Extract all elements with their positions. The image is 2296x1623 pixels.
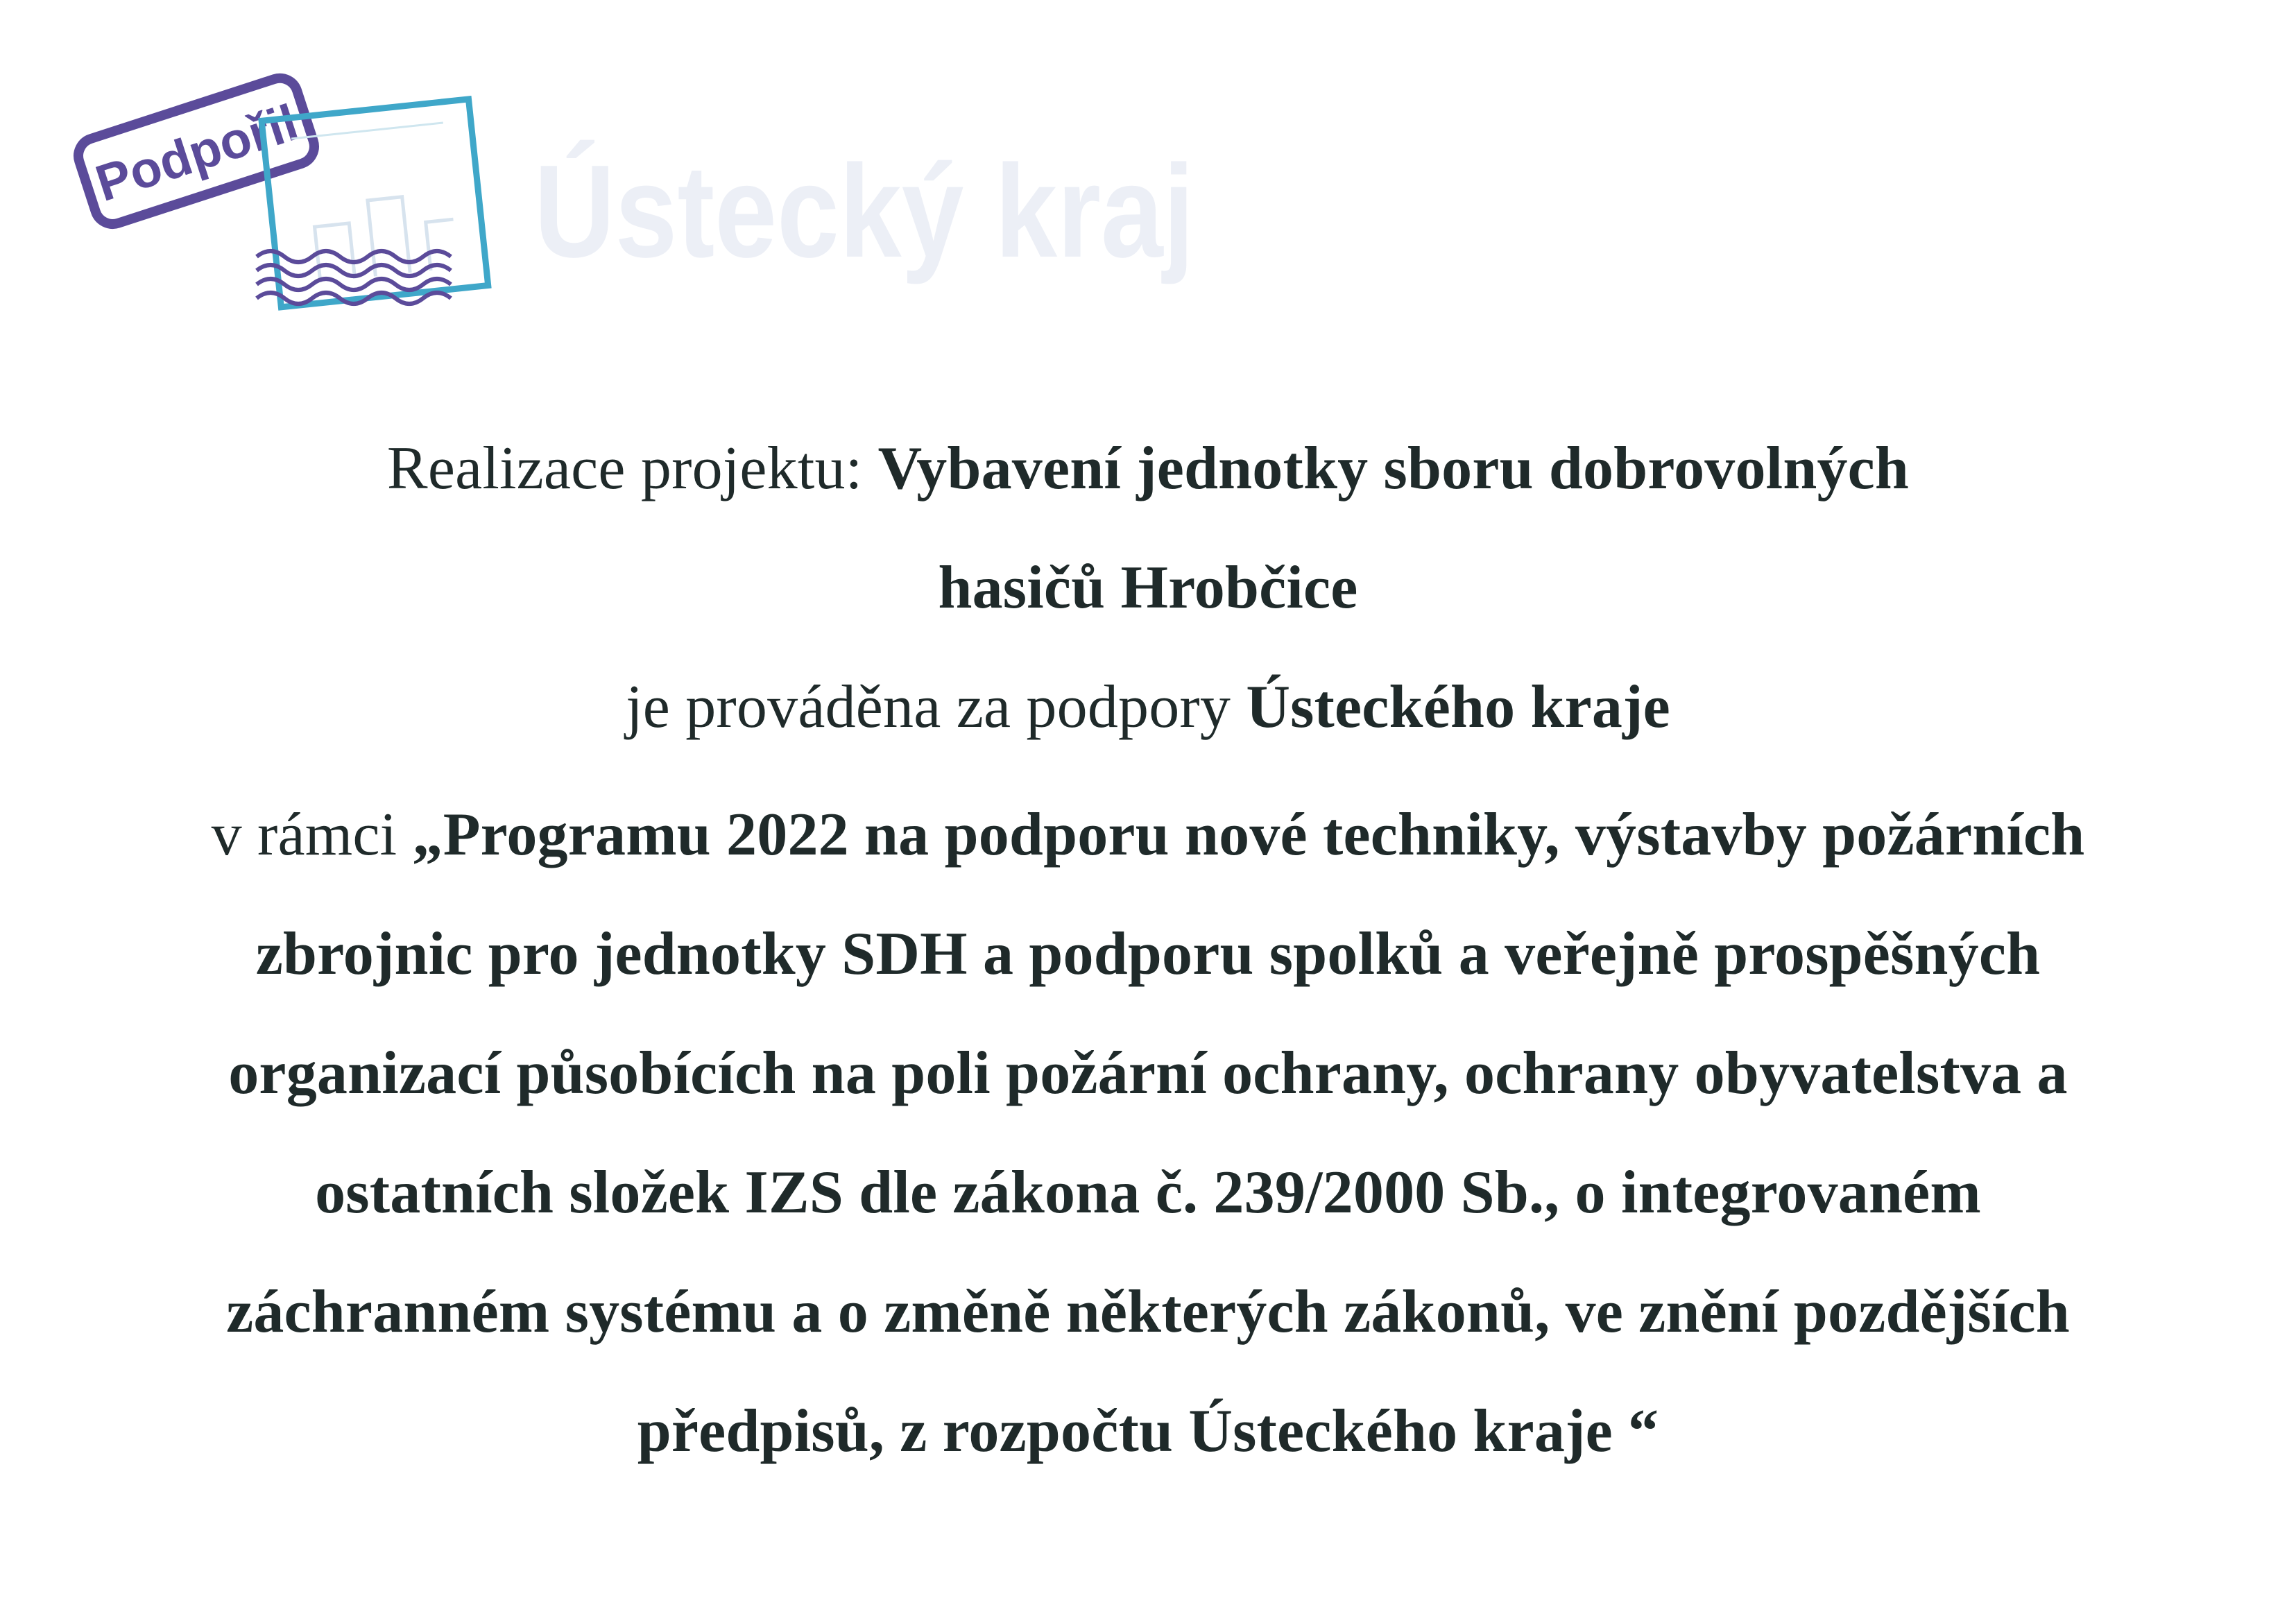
program-prefix: v rámci <box>211 801 413 868</box>
program-line-1 <box>0 775 2296 895</box>
program-line-3: organizací působících na poli požární ochrany, ochrany obyvatelstva a <box>228 1040 2068 1107</box>
program-line-2: zbrojnic pro jednotky SDH a podporu spolků a veřejně prospěšných <box>255 920 2041 988</box>
region-name-text: Ústecký kraj <box>534 137 1194 285</box>
project-name-line1: Vybavení jednotky sboru dobrovolných <box>877 435 1910 502</box>
stamp-label: Podpořil <box>89 93 305 213</box>
project-paragraph <box>0 409 2296 767</box>
program-text-1: „Programu 2022 na podporu nové techniky, výstavby požárních <box>412 801 2085 868</box>
support-line <box>0 648 2296 767</box>
program-line-5: záchranném systému a o změně některých zákonů, ve znění pozdějších <box>226 1278 2070 1346</box>
support-prefix: je prováděna za podpory <box>626 673 1246 741</box>
program-line-6: předpisů, z rozpočtu Ústeckého kraje “ <box>637 1398 1659 1465</box>
program-line-4: ostatních složek IZS dle zákona č. 239/2000 Sb., o integrovaném <box>315 1159 1981 1226</box>
project-line-1 <box>0 409 2296 529</box>
document-body <box>0 409 2296 1491</box>
project-prefix: Realizace projektu: <box>386 435 878 502</box>
support-region: Ústeckého kraje <box>1246 673 1670 741</box>
program-paragraph <box>0 775 2296 1491</box>
project-name-line2: hasičů Hrobčice <box>938 554 1358 621</box>
podporil-ustecky-kraj-logo <box>69 49 1194 319</box>
podporil-stamp <box>74 74 318 229</box>
